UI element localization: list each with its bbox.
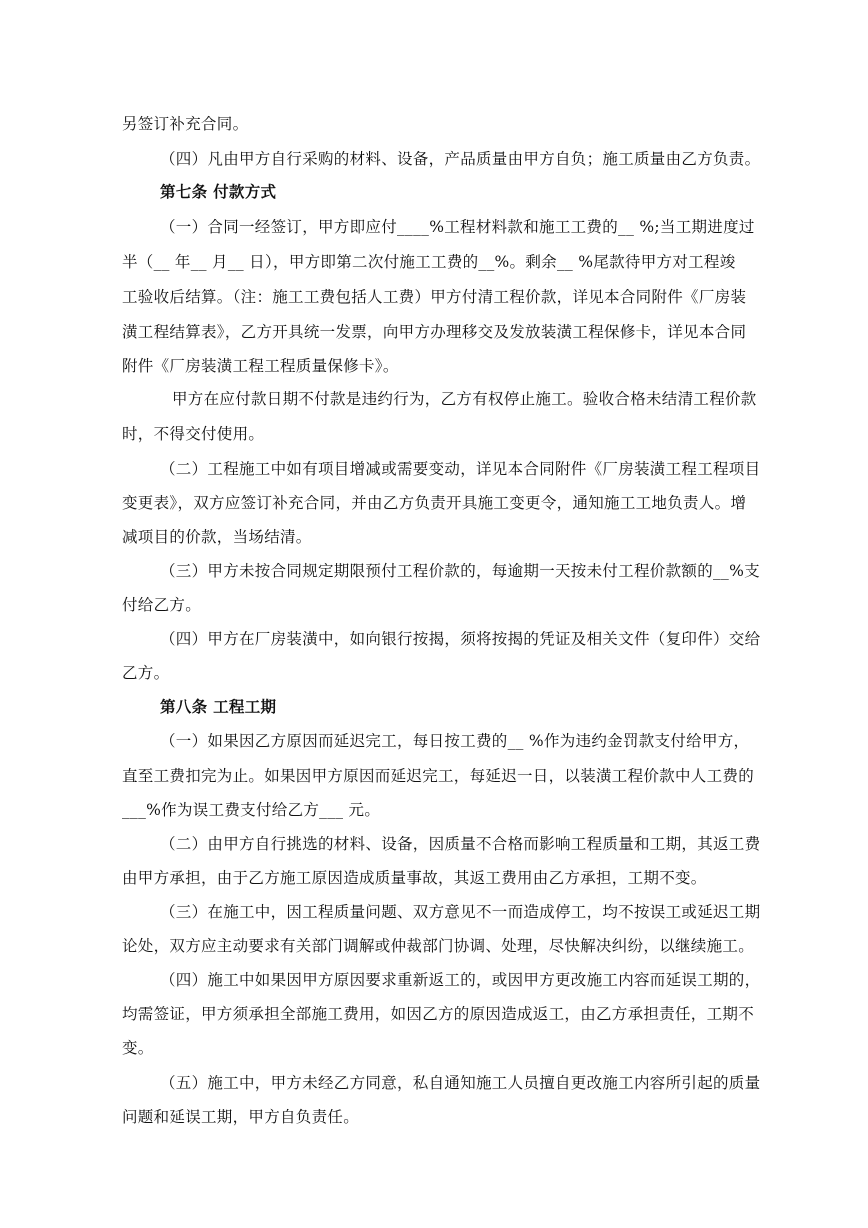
text-line: 付给乙方。: [122, 596, 202, 614]
text-line: （三）甲方未按合同规定期限预付工程价款的，每逾期一天按未付工程价款额的__%支: [160, 562, 760, 580]
text-line: （一）合同一经签订，甲方即应付____%工程材料款和施工工费的__ %;当工期进度过: [160, 218, 755, 236]
section-heading: 第八条 工程工期: [160, 698, 277, 716]
text-line: 减项目的价款，当场结清。: [122, 528, 312, 546]
text-line: 问题和延误工期，甲方自负责任。: [122, 1108, 360, 1126]
text-line: （四）施工中如果因甲方原因要求重新返工的，或因甲方更改施工内容而延误工期的，: [160, 971, 761, 989]
text-line: （三）在施工中，因工程质量问题、双方意见不一而造成停工，均不按误工或延迟工期: [160, 903, 761, 921]
text-line: 时，不得交付使用。: [122, 425, 265, 443]
text-line: 由甲方承担，由于乙方施工原因造成质量事故，其返工费用由乙方承担，工期不变。: [122, 869, 707, 887]
text-line: 工验收后结算。（注：施工工费包括人工费）甲方付清工程价款，详见本合同附件《厂房装: [122, 288, 747, 306]
text-line: 变更表》，双方应签订补充合同，并由乙方负责开具施工变更令，通知施工工地负责人。增: [122, 494, 747, 512]
text-line: 直至工费扣完为止。如果因甲方原因而延迟完工，每延迟一日，以装潢工程价款中人工费的: [122, 767, 755, 785]
text-line: 附件《厂房装潢工程工程质量保修卡》。: [122, 357, 399, 375]
text-line: 均需签证，甲方须承担全部施工费用，如因乙方的原因造成返工，由乙方承担责任，工期不: [122, 1005, 755, 1023]
text-line: 变。: [122, 1039, 154, 1057]
text-line: （四）甲方在厂房装潢中，如向银行按揭，须将按揭的凭证及相关文件（复印件）交给: [160, 630, 761, 648]
text-line: ___%作为误工费支付给乙方___ 元。: [122, 801, 381, 819]
text-line: （二）由甲方自行挑选的材料、设备，因质量不合格而影响工程质量和工期，其返工费: [160, 835, 761, 853]
text-line: （四）凡由甲方自行采购的材料、设备，产品质量由甲方自负；施工质量由乙方负责。: [160, 150, 761, 168]
text-line: （二）工程施工中如有项目增减或需要变动，详见本合同附件《厂房装潢工程工程项目: [160, 460, 761, 478]
text-line: 乙方。: [122, 664, 170, 682]
text-line: 论处，双方应主动要求有关部门调解或仲裁部门协调、处理，尽快解决纠纷，以继续施工。: [122, 937, 755, 955]
text-line: 甲方在应付款日期不付款是违约行为，乙方有权停止施工。验收合格未结清工程价款: [172, 390, 757, 408]
text-line: （五）施工中，甲方未经乙方同意，私自通知施工人员擅自更改施工内容所引起的质量: [160, 1074, 761, 1092]
text-line: 潢工程结算表》，乙方开具统一发票，向甲方办理移交及发放装潢工程保修卡，详见本合同: [122, 323, 747, 341]
section-heading: 第七条 付款方式: [160, 183, 277, 201]
text-line: （一）如果因乙方原因而延迟完工，每日按工费的__ %作为违约金罚款支付给甲方，: [160, 732, 750, 750]
text-line: 另签订补充合同。: [122, 115, 249, 133]
text-line: 半（__ 年__ 月__ 日），甲方即第二次付施工工费的__%。剩余__ %尾款待甲方对工程竣: [122, 253, 736, 271]
